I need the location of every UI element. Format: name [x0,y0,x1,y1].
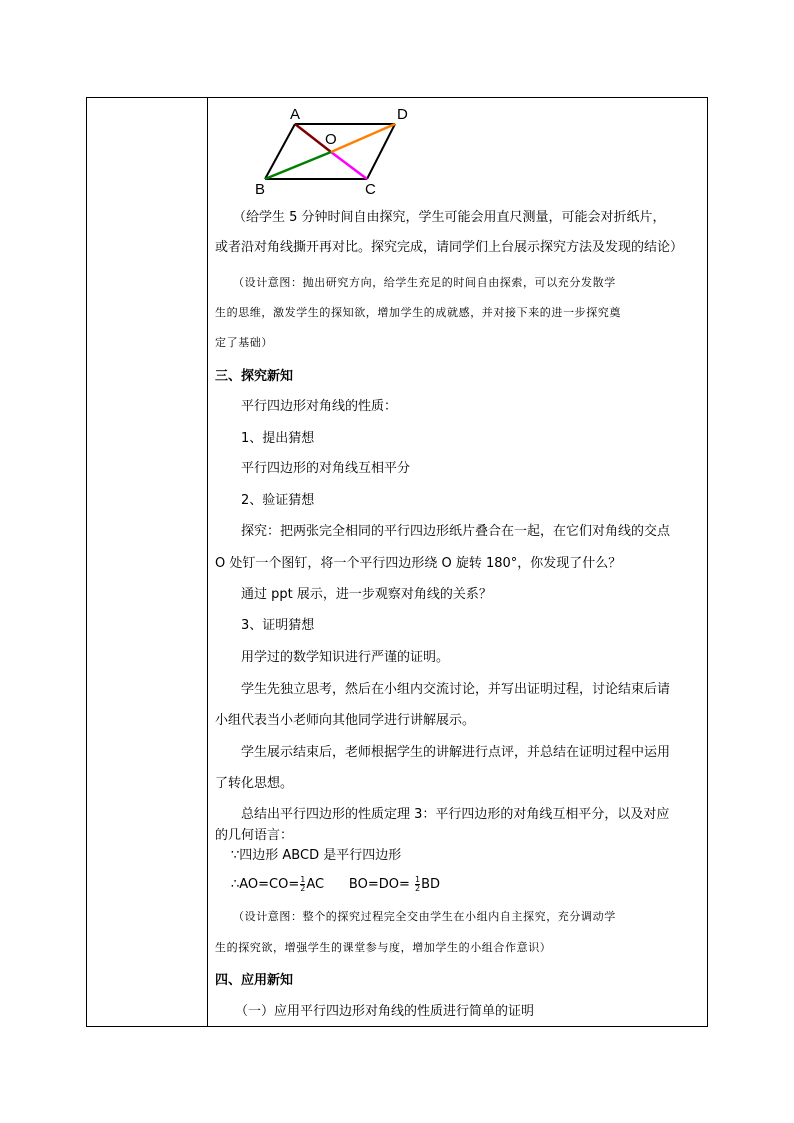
section-heading-3: 三、探究新知 [215,369,294,384]
parallelogram-diagram [255,104,415,196]
segment-od [331,124,395,152]
fraction-half-2 [415,876,420,893]
explore-note-line2: 或者沿对角线撕开再对比。探究完成，请同学们上台展示探究方法及发现的结论） [215,240,684,255]
formula-ac: AC [306,877,325,892]
explore-note-line1: （给学生 5 分钟时间自由探究，学生可能会用直尺测量，可能会对折纸片， [233,210,666,225]
property-title: 平行四边形对角线的性质： [241,399,398,414]
frac1-numerator: 1 [300,875,306,884]
application-subheading: （一）应用平行四边形对角线的性质进行简单的证明 [235,1004,535,1019]
label-c: C [365,181,376,196]
segment-bo [265,152,331,179]
conjecture-text: 平行四边形的对角线互相平分 [241,461,411,476]
step-2-title: 2、验证猜想 [241,493,315,508]
verify-line1: 探究：把两张完全相同的平行四边形纸片叠合在一起，在它们对角线的交点 [241,524,671,539]
design-intent-1-line3: 定了基础） [215,336,273,349]
frac2-numerator: 1 [415,875,421,884]
theorem-line2: 的几何语言： [215,828,294,843]
conclusion-formula [231,872,719,898]
side-dc [367,124,395,179]
design-intent-1-line1: （设计意图：抛出研究方向，给学生充足的时间自由探索，可以充分发散学 [233,276,616,289]
label-o: O [325,131,337,148]
column-divider [207,98,208,1026]
design-intent-1-line2: 生的思维，激发学生的探知欲，增加学生的成就感，并对接下来的进一步探究奠 [215,306,621,319]
given-statement: ∵四边形 ABCD 是平行四边形 [231,848,402,863]
section-heading-4: 四、应用新知 [215,973,294,988]
theorem-line1: 总结出平行四边形的性质定理 3：平行四边形的对角线互相平分，以及对应 [241,807,670,822]
design-intent-2-line2: 生的探究欲，增强学生的课堂参与度，增加学生的小组合作意识） [215,941,552,954]
verify-line2: O 处钉一个图钉，将一个平行四边形绕 O 旋转 180°，你发现了什么？ [215,556,622,571]
label-a: A [290,106,301,123]
step-3-title: 3、证明猜想 [241,618,315,633]
prove-instruction: 用学过的数学知识进行严谨的证明。 [241,650,450,665]
label-d: D [397,106,408,123]
formula-bd: BD [421,877,441,892]
frac1-denominator: 2 [300,884,306,893]
discussion-line2: 小组代表当小老师向其他同学进行讲解展示。 [215,713,476,728]
fraction-half-1 [300,876,305,893]
frac2-denominator: 2 [415,884,421,893]
lesson-table [86,97,708,1027]
review-line2: 了转化思想。 [215,776,294,791]
ppt-observe: 通过 ppt 展示，进一步观察对角线的关系？ [241,587,492,602]
label-b: B [255,181,266,196]
side-ab [265,124,295,179]
discussion-line1: 学生先独立思考，然后在小组内交流讨论，并写出证明过程，讨论结束后请 [241,682,671,697]
review-line1: 学生展示结束后，老师根据学生的讲解进行点评，并总结在证明过程中运用 [241,745,671,760]
segment-oc [331,152,367,179]
step-1-title: 1、提出猜想 [241,431,315,446]
formula-gap: BO=DO= [348,877,410,892]
formula-prefix: ∴AO=CO= [231,877,300,892]
design-intent-2-line1: （设计意图：整个的探究过程完全交由学生在小组内自主探究，充分调动学 [233,910,616,923]
